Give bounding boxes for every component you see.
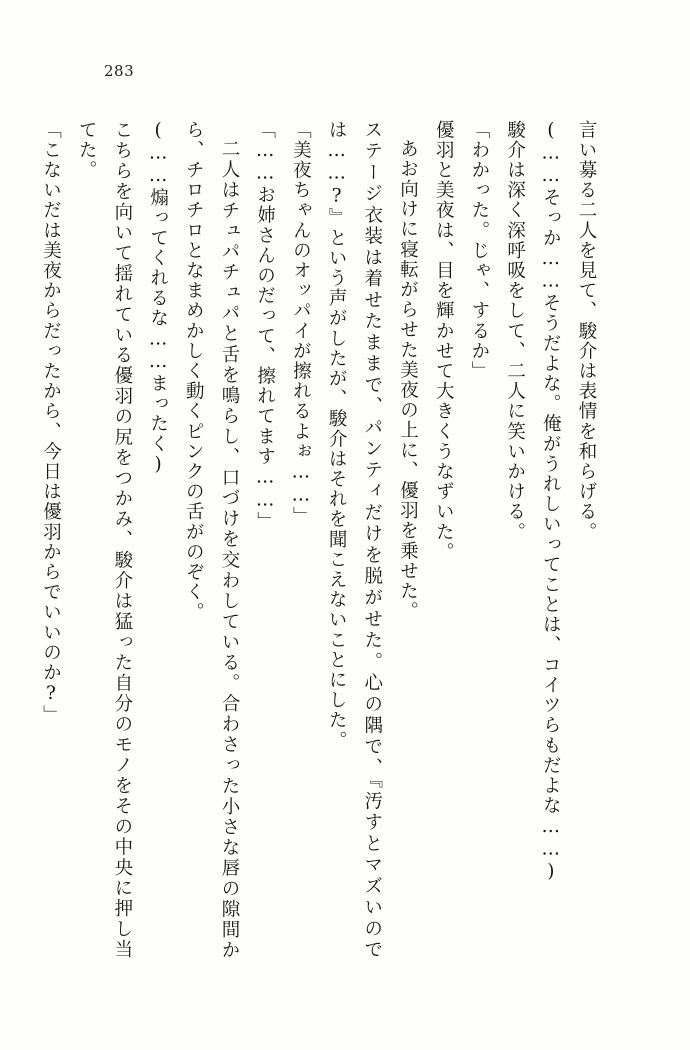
page-number: 283 [104, 62, 135, 80]
paragraph: 二人はチュパチュパと舌を鳴らし、口づけを交わしている。合わさった小さな唇の隙間から、チロチロとなまめかしく動くピンクの舌がのぞく。 [183, 120, 240, 960]
paragraph: 言い募る二人を見て、駿介は表情を和らげる。 [576, 120, 597, 543]
paragraph: 「……お姉さんのだって、擦れてます……」 [254, 120, 276, 532]
paragraph: 「わかった。じゃ、するか」 [468, 120, 490, 382]
paragraph: 「こないだは美夜からだったから、今日は優羽からでいいのか?」 [40, 120, 62, 726]
paragraph: (……そっか……そうだよな。俺がうれしいってことは、コイツらもだよな……) [540, 120, 562, 884]
paragraph: 優羽と美夜は、目を輝かせて大きくうなずいた。 [433, 120, 455, 563]
paragraph: (……煽ってくれるな……まったく) [147, 120, 169, 477]
paragraph: 「美夜ちゃんのオッパイが擦れるよぉ……」 [290, 120, 312, 527]
page-text-body [40, 120, 604, 960]
paragraph: ステージ衣装は着せたままで、パンティだけを脱がせた。心の隅で、『汚すとマズいのでは……?』という声がしたが、駿介はそれを聞こえないことにした。 [326, 120, 383, 960]
paragraph: あお向けに寝転がらせた美夜の上に、優羽を乗せた。 [397, 138, 419, 621]
paragraph: こちらを向いて揺れている優羽の尻をつかみ、駿介は猛った自分のモノをその中央に押し当てた。 [76, 120, 133, 960]
paragraph: 駿介は深く深呼吸をして、二人に笑いかける。 [504, 120, 526, 543]
